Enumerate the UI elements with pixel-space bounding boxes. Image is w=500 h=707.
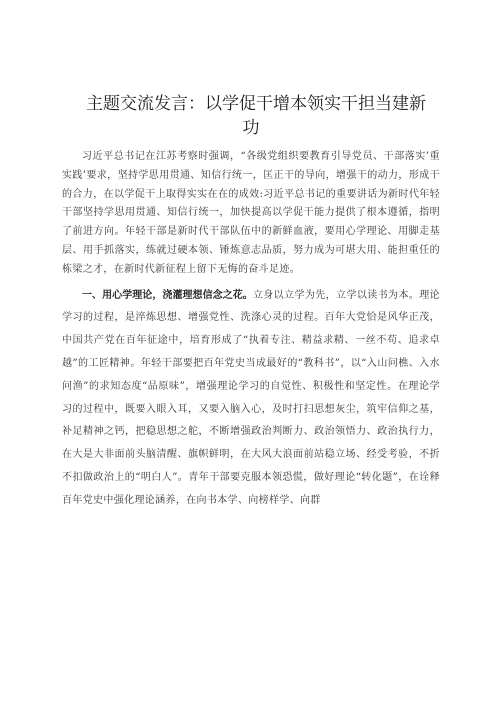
document-title bbox=[62, 92, 440, 140]
document-title-line-2: 功 bbox=[242, 118, 260, 138]
document-title-line-1: 主题交流发言：以学促干增本领实干担当建新 bbox=[86, 94, 426, 114]
section-1-body: 立身以立学为先，立学以读书为本。理论学习的过程，是淬炼思想、增强党性、洗涤心灵的过程。百年大党恰是风华正茂，中国共产党在百年征途中，培育形成了“执着专注、精益求精、一丝不苟、追求卓越”的工匠精神。年轻干部要把百年党史当成最好的“教科书”，以“入山问樵、入水问渔”的求知态度“品原味”，增强理论学习的自觉性、积极性和坚定性。在理论学习的过程中，既要入眼入耳，又要入脑入心，及时打扫思想灰尘，筑牢信仰之基，补足精神之钙，把稳思想之舵，不断增强政治判断力、政治领悟力、政治执行力，在大是大非面前头脑清醒、旗帜鲜明，在大风大浪面前站稳立场、经受考验，不折不扣做政治上的“明白人”。青年干部要克服本领恐慌，做好理论“转化题”，在诠释百年党史中强化理论涵养，在向书本学、向榜样学、向群 bbox=[62, 289, 440, 506]
intro-paragraph: 习近平总书记在江苏考察时强调，“各级党组织要教育引导党员、干部落实’重实践’要求，坚持学思用贯通、知信行统一，匡正干的导向，增强干的动力，形成干的合力，在以学促干上取得实实在在的成效:习近平总书记的重要讲话为新时代年轻干部坚持学思用贯通、知信行统一，加快提高以学促干能力提供了根本遵循，指明了前进方向。年轻干部是新时代干部队伍中的新鲜血液，要用心学理论、用脚走基层、用手抓落实，练就过硬本领、锤炼意志品质，努力成为可堪大用、能担重任的栋梁之才，在新时代新征程上留下无悔的奋斗足迹。 bbox=[62, 151, 440, 275]
section-1-heading: 一、用心学理论，浇灌理想信念之花。 bbox=[82, 289, 253, 301]
section-1-paragraph bbox=[62, 285, 440, 513]
